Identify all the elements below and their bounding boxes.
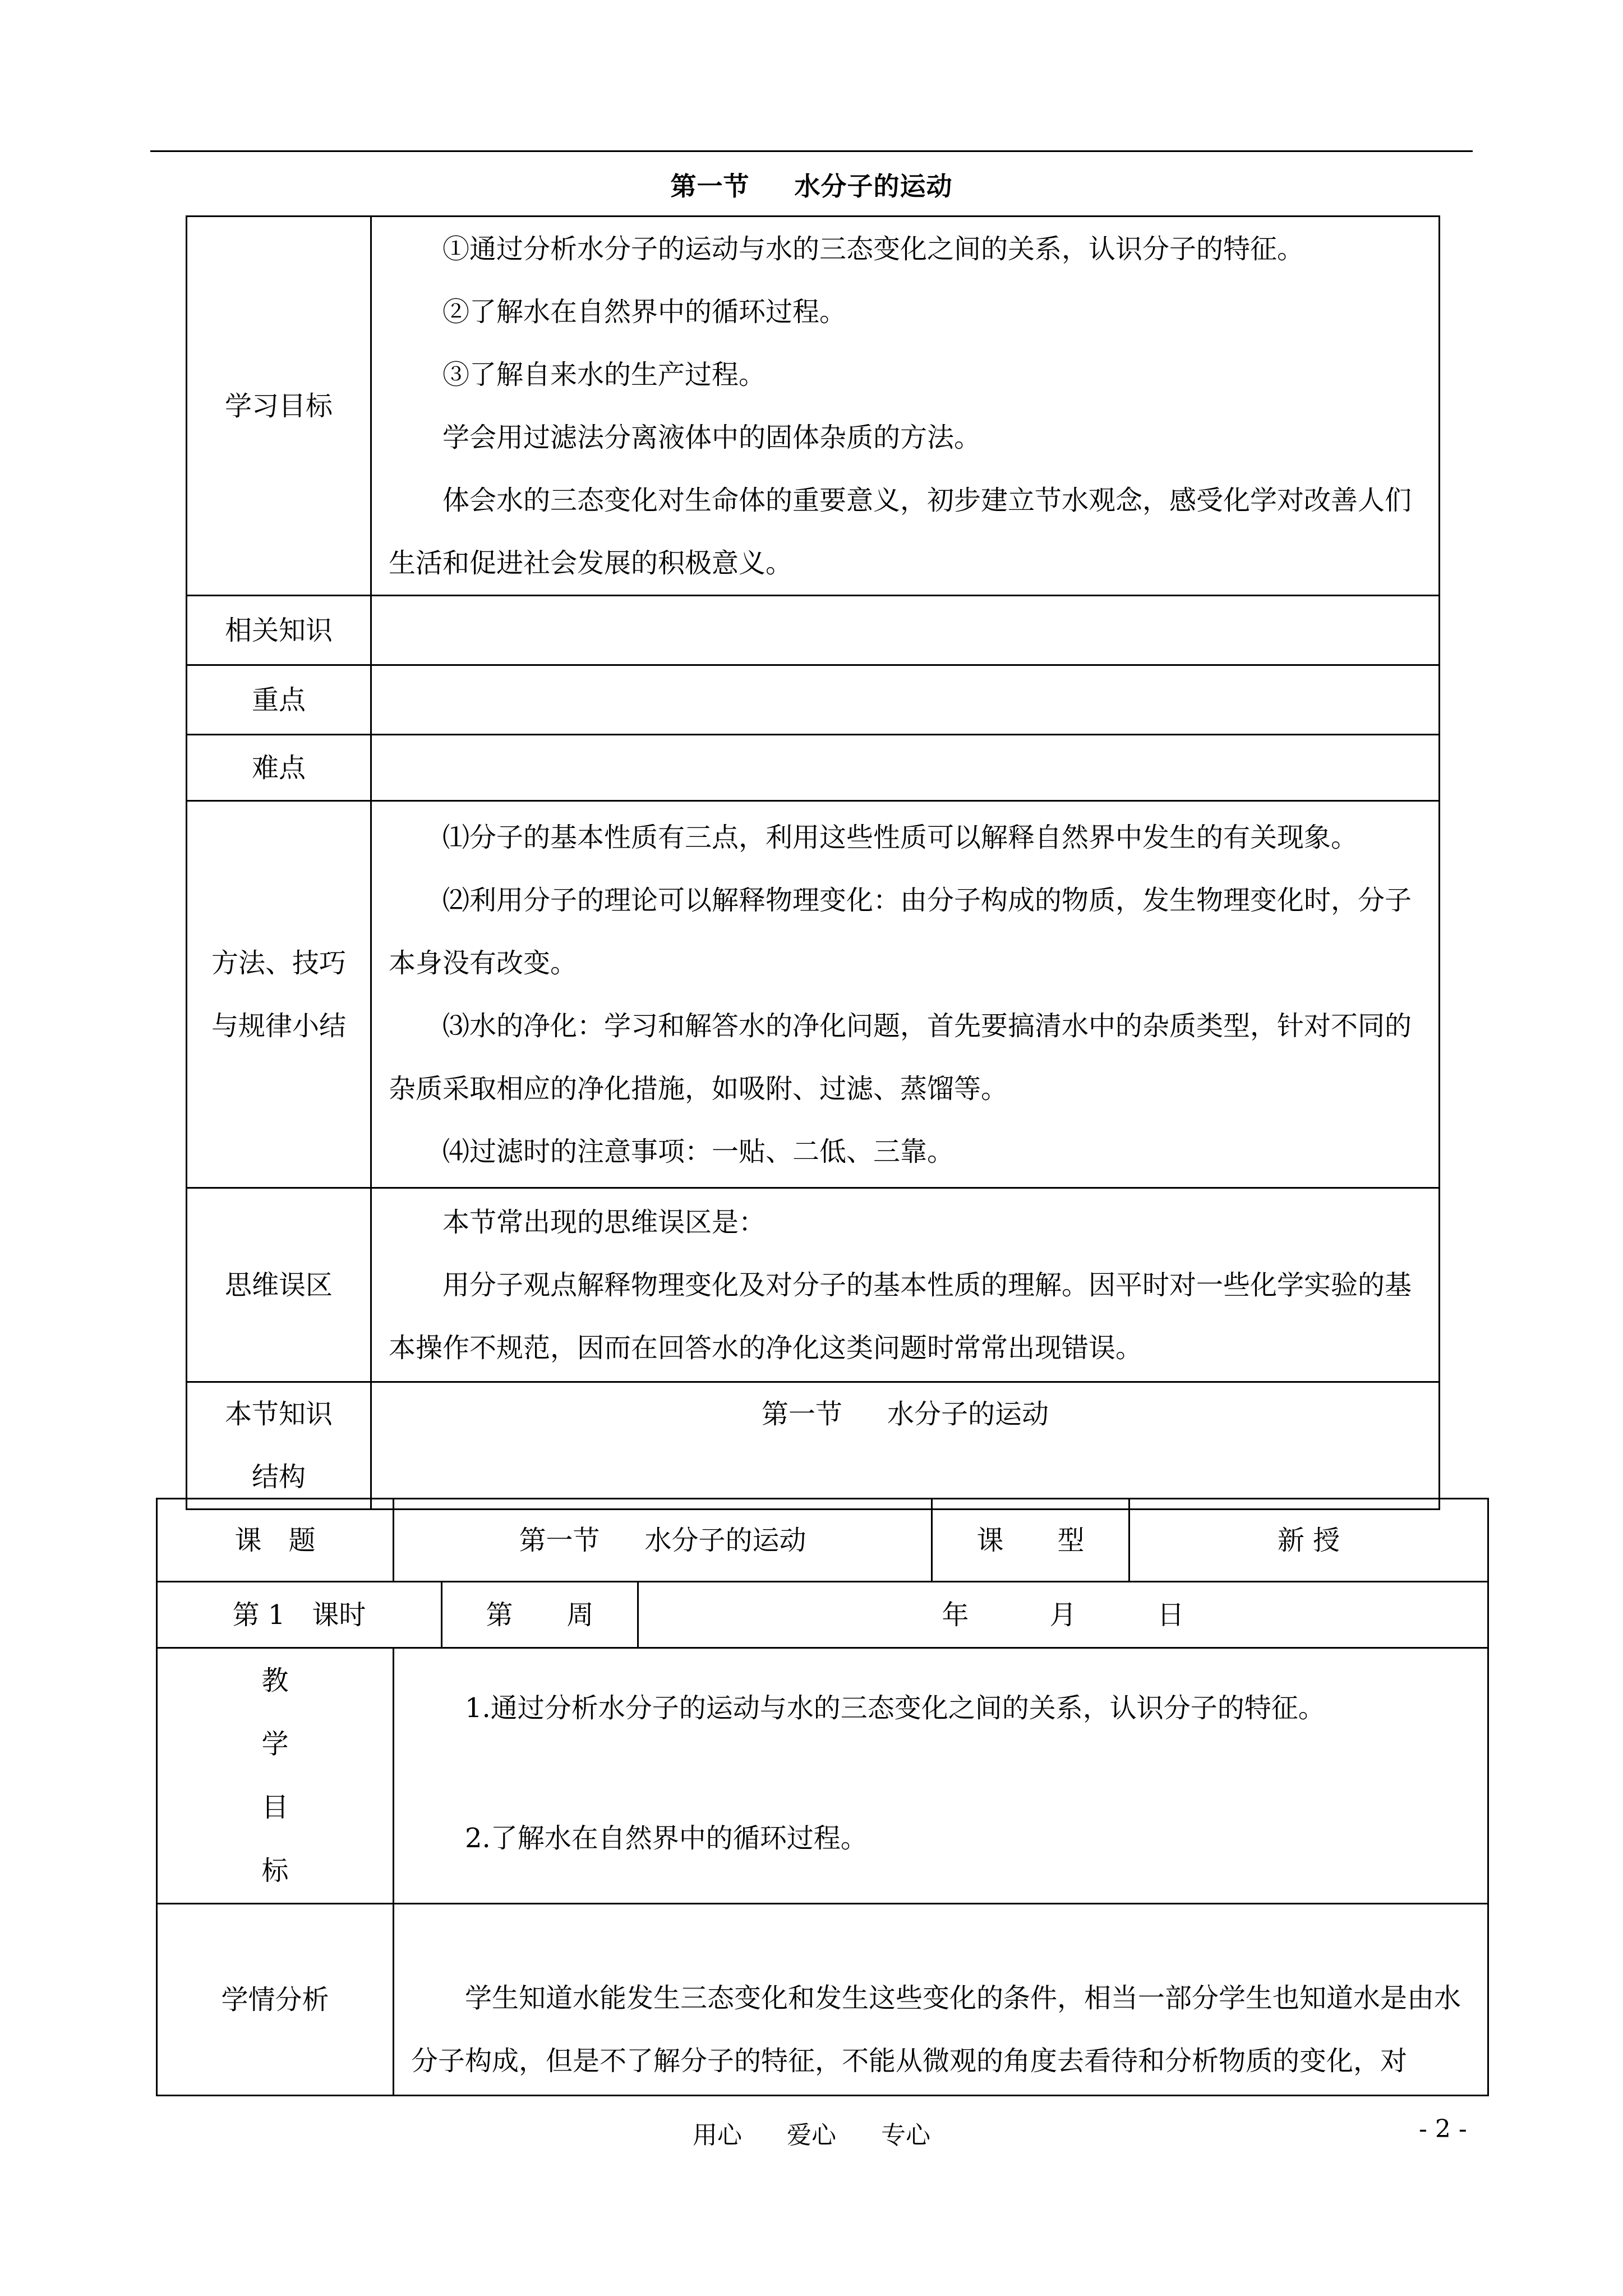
row-methods: [187, 801, 1440, 1188]
goal-item: 1.通过分析水分子的运动与水的三态变化之间的关系，认识分子的特征。: [465, 1692, 1325, 1724]
row-structure: [187, 1382, 1440, 1510]
related-label: 相关知识: [187, 596, 371, 665]
row-related: [187, 596, 1440, 665]
period-cell: 第 1 课时: [157, 1582, 442, 1648]
footer-item: 用心: [693, 2121, 742, 2150]
methods-label-line: 与规律小结: [211, 1010, 346, 1042]
related-content: [371, 596, 1440, 665]
structure-section: 第一节: [761, 1398, 842, 1430]
date-cell: 年 月 日: [638, 1582, 1488, 1648]
objective-item: 学会用过滤法分离液体中的固体杂质的方法。: [442, 421, 981, 453]
methods-label-line: 方法、技巧: [211, 947, 346, 979]
structure-label-line: 结构: [251, 1461, 306, 1493]
structure-label-line: 本节知识: [224, 1398, 333, 1430]
structure-topic: 水分子的运动: [887, 1398, 1049, 1430]
lesson-plan-header-table: [156, 1498, 1489, 1582]
key-label: 重点: [187, 665, 371, 735]
learning-overview-table: [186, 215, 1440, 1510]
row-topic: [157, 1499, 1488, 1582]
objective-item: ①通过分析水分子的运动与水的三态变化之间的关系，认识分子的特征。: [442, 233, 1304, 265]
row-objectives: [187, 217, 1440, 596]
misconception-item: 用分子观点解释物理变化及对分子的基本性质的理解。因平时对一些化学实验的基本操作不规范，因而在回答水的净化这类问题时常常出现错误。: [389, 1269, 1412, 1364]
key-content: [371, 665, 1440, 735]
methods-label: [187, 801, 371, 1188]
goal-item: 2.了解水在自然界中的循环过程。: [465, 1823, 868, 1854]
goals-label-char: 目: [261, 1791, 289, 1823]
misconception-item: 本节常出现的思维误区是：: [442, 1206, 766, 1238]
page-title-topic: 水分子的运动: [794, 171, 953, 201]
goals-label-char: 学: [261, 1728, 289, 1760]
row-misconceptions: [187, 1188, 1440, 1382]
objective-item: 体会水的三态变化对生命体的重要意义，初步建立节水观念，感受化学对改善人们生活和促进社会发展的积极意义。: [389, 484, 1412, 579]
methods-content: [371, 801, 1440, 1188]
difficult-content: [371, 735, 1440, 801]
analysis-content: [394, 1904, 1488, 2096]
topic-label: 课 题: [157, 1499, 394, 1582]
page-title: [0, 166, 1623, 203]
analysis-label: 学情分析: [157, 1904, 394, 2096]
header-rule: [150, 150, 1473, 152]
goals-label-char: 教: [261, 1664, 289, 1696]
lesson-plan-body-table: [156, 1647, 1489, 2096]
method-item: ⑶水的净化：学习和解答水的净化问题，首先要搞清水中的杂质类型，针对不同的杂质采取相应的净化措施，如吸附、过滤、蒸馏等。: [389, 1010, 1412, 1105]
page-number: - 2 -: [1419, 2115, 1467, 2143]
structure-label: [187, 1382, 371, 1510]
misconceptions-content: [371, 1188, 1440, 1382]
objective-item: ③了解自来水的生产过程。: [442, 358, 766, 390]
row-key: [187, 665, 1440, 735]
objectives-content: [371, 217, 1440, 596]
type-value: 新 授: [1129, 1499, 1488, 1582]
topic-name: 水分子的运动: [644, 1524, 806, 1556]
footer-item: 爱心: [787, 2121, 836, 2150]
row-period: [157, 1582, 1488, 1648]
row-difficult: [187, 735, 1440, 801]
objective-item: ②了解水在自然界中的循环过程。: [442, 296, 847, 328]
page-title-section: 第一节: [670, 171, 750, 201]
footer-motto: [0, 2115, 1623, 2151]
method-item: ⑴分子的基本性质有三点，利用这些性质可以解释自然界中发生的有关现象。: [442, 821, 1358, 853]
lesson-plan-period-table: [156, 1581, 1489, 1649]
row-goals: [157, 1648, 1488, 1904]
objectives-label: 学习目标: [187, 217, 371, 596]
week-cell: 第 周: [442, 1582, 638, 1648]
topic-value: [394, 1499, 932, 1582]
method-item: ⑷过滤时的注意事项：一贴、二低、三靠。: [442, 1135, 955, 1167]
method-item: ⑵利用分子的理论可以解释物理变化：由分子构成的物质，发生物理变化时，分子本身没有改变。: [389, 884, 1412, 979]
analysis-text: 学生知道水能发生三态变化和发生这些变化的条件，相当一部分学生也知道水是由水分子构成，但是不了解分子的特征，不能从微观的角度去看待和分析物质的变化，对: [411, 1982, 1461, 2077]
goals-content: [394, 1648, 1488, 1904]
row-analysis: [157, 1904, 1488, 2096]
goals-label: [157, 1648, 394, 1904]
topic-section: 第一节: [519, 1524, 600, 1556]
footer-item: 专心: [881, 2121, 930, 2150]
goals-label-char: 标: [261, 1855, 289, 1887]
type-label: 课 型: [932, 1499, 1129, 1582]
misconceptions-label: 思维误区: [187, 1188, 371, 1382]
structure-content: [371, 1382, 1440, 1510]
difficult-label: 难点: [187, 735, 371, 801]
